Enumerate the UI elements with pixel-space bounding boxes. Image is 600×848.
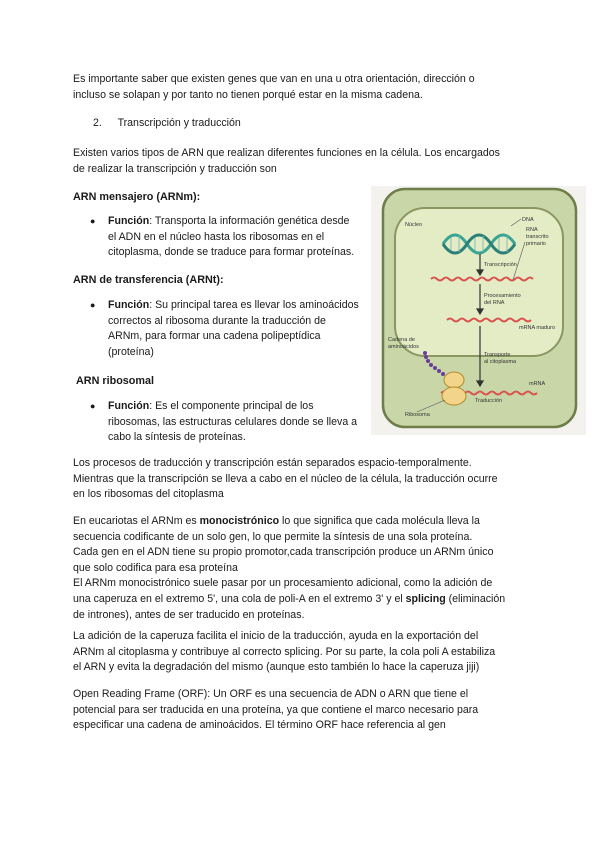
separation-line-3: en los ribosomas del citoplasma xyxy=(73,488,224,501)
label-rna-primario: primario xyxy=(526,241,546,247)
splicing-term: splicing xyxy=(405,592,446,605)
label-rna-transcrito: transcrito xyxy=(526,234,549,240)
intro-line-1: Es importante saber que existen genes que van en una u otra orientación, dirección o xyxy=(73,73,475,85)
arnr-bullet xyxy=(90,399,372,446)
arnr-line-2: ribosomas, las estructuras celulares donde se lleva a xyxy=(108,415,358,428)
orf-line-3: especificar una cadena de aminoácidos. El término ORF hace referencia al gen xyxy=(73,719,446,732)
arnm-line-2: el ADN en el núcleo hasta los ribosomas en el xyxy=(108,230,325,243)
eukaryotes-line-5: El ARNm monocistrónico suele pasar por un procesamiento adicional, como la adición de xyxy=(73,577,493,590)
types-intro-line-2: de realizar la transcripción y traducción son xyxy=(73,162,277,175)
types-intro-paragraph xyxy=(73,146,533,177)
orf-line-2: potencial para ser traducida en una proteína, ya que contiene el marco necesario para xyxy=(73,703,479,716)
cap-line-2: ARNm al citoplasma y contribuye al correcto splicing. Por su parte, la cola poli A estabiliza xyxy=(73,645,496,658)
label-del-rna: del RNA xyxy=(484,300,505,306)
arnt-function-text xyxy=(108,298,372,360)
arnt-line-4: (proteína) xyxy=(108,345,154,358)
label-procesamiento: Procesamiento xyxy=(484,293,521,299)
eukaryotes-line-6c: (eliminación xyxy=(445,592,506,605)
section-title: Transcripción y traducción xyxy=(117,117,241,129)
separation-paragraph xyxy=(73,456,543,503)
monocistronico-term: monocistrónico xyxy=(199,515,280,527)
eukaryotes-line-4: que solo codifica para esa proteína xyxy=(73,561,238,574)
eukaryotes-line-6a: una caperuza en el extremo 5', una cola de poli-A en el extremo 3' y el xyxy=(73,592,406,605)
arnt-line-3: ARNm, para formar una cadena polipeptídica xyxy=(108,330,321,343)
arnm-heading: ARN mensajero (ARNm): xyxy=(73,191,201,203)
arnm-line-3: citoplasma, donde se traduce para formar proteínas. xyxy=(108,246,355,259)
label-ribosoma: Ribosoma xyxy=(405,412,430,418)
label-dna: DNA xyxy=(522,217,534,223)
cap-line-3: el ARN y evita la degradación del mismo (aunque esto también lo hace la caperuza jiji) xyxy=(73,661,480,674)
label-transporte: Transporte xyxy=(484,352,511,358)
arnt-function-label: Función xyxy=(108,299,150,311)
label-traduccion: Traducción xyxy=(475,398,503,404)
label-cadena: Cadena de xyxy=(388,337,415,343)
eukaryotes-line-1c: lo que significa que cada molécula lleva la xyxy=(279,515,480,527)
eukaryotes-line-1a: En eucariotas el ARNm es xyxy=(73,515,200,527)
arnr-line-1: : Es el componente principal de los xyxy=(149,400,314,412)
nucleus-envelope xyxy=(395,208,563,356)
arnr-function-text xyxy=(108,399,372,446)
cell-diagram-figure xyxy=(371,186,586,435)
label-aminoacidos: aminoácidos xyxy=(388,344,419,350)
label-al-citoplasma: al citoplasma xyxy=(484,359,517,365)
cell-diagram xyxy=(371,186,586,435)
arnr-line-3: cabo la síntesis de proteínas. xyxy=(108,431,246,444)
eukaryotes-line-2: secuencia codificante de un solo gen, lo que permite la síntesis de una sola proteína. xyxy=(73,530,473,543)
arnm-function-label: Función xyxy=(108,215,150,227)
arnr-heading: ARN ribosomal xyxy=(76,375,154,387)
cap-paragraph xyxy=(73,629,543,676)
arnm-function-text xyxy=(108,214,372,261)
types-intro-line-1: Existen varios tipos de ARN que realizan diferentes funciones en la célula. Los encargados xyxy=(73,147,500,159)
label-transcripcion: Transcripción xyxy=(484,262,517,268)
arnr-function-label: Función xyxy=(108,400,150,412)
section-number: 2. xyxy=(93,117,102,129)
arnm-line-1: : Transporta la información genética desde xyxy=(149,215,350,227)
section-heading xyxy=(93,116,241,131)
label-rna: RNA xyxy=(526,227,538,233)
bullet-dot-icon: ● xyxy=(90,401,96,411)
arnt-heading: ARN de transferencia (ARNt): xyxy=(73,274,224,286)
cap-line-1: La adición de la caperuza facilita el inicio de la traducción, ayuda en la exportación del xyxy=(73,630,479,642)
intro-line-2: incluso se solapan y por tanto no tienen porqué estar en la misma cadena. xyxy=(73,88,423,101)
eukaryotes-line-3: Cada gen en el ADN tiene su propio promotor,cada transcripción produce un ARNm único xyxy=(73,546,494,559)
eukaryotes-line-7: de intrones), antes de ser traducido en proteínas. xyxy=(73,608,305,621)
orf-line-1: Open Reading Frame (ORF): Un ORF es una secuencia de ADN o ARN que tiene el xyxy=(73,688,469,700)
arnt-line-2: correctos al ribosoma durante la traducción de xyxy=(108,314,326,327)
separation-line-2: Mientras que la transcripción se lleva a cabo en el núcleo de la célula, la traducción ocurre xyxy=(73,472,498,485)
label-mrna-maduro: mRNA maduro xyxy=(519,325,556,331)
intro-paragraph xyxy=(73,72,533,103)
eukaryotes-paragraph xyxy=(73,514,543,623)
separation-line-1: Los procesos de traducción y transcripción están separados espacio-temporalmente. xyxy=(73,457,472,469)
label-mrna: mRNA xyxy=(529,381,546,387)
bullet-dot-icon: ● xyxy=(90,300,96,310)
bullet-dot-icon: ● xyxy=(90,216,96,226)
label-nucleo: Núcleo xyxy=(405,222,423,228)
arnm-bullet xyxy=(90,214,372,261)
orf-paragraph xyxy=(73,687,543,734)
arnt-bullet xyxy=(90,298,372,360)
arnt-line-1: : Su principal tarea es llevar los aminoácidos xyxy=(149,299,359,311)
